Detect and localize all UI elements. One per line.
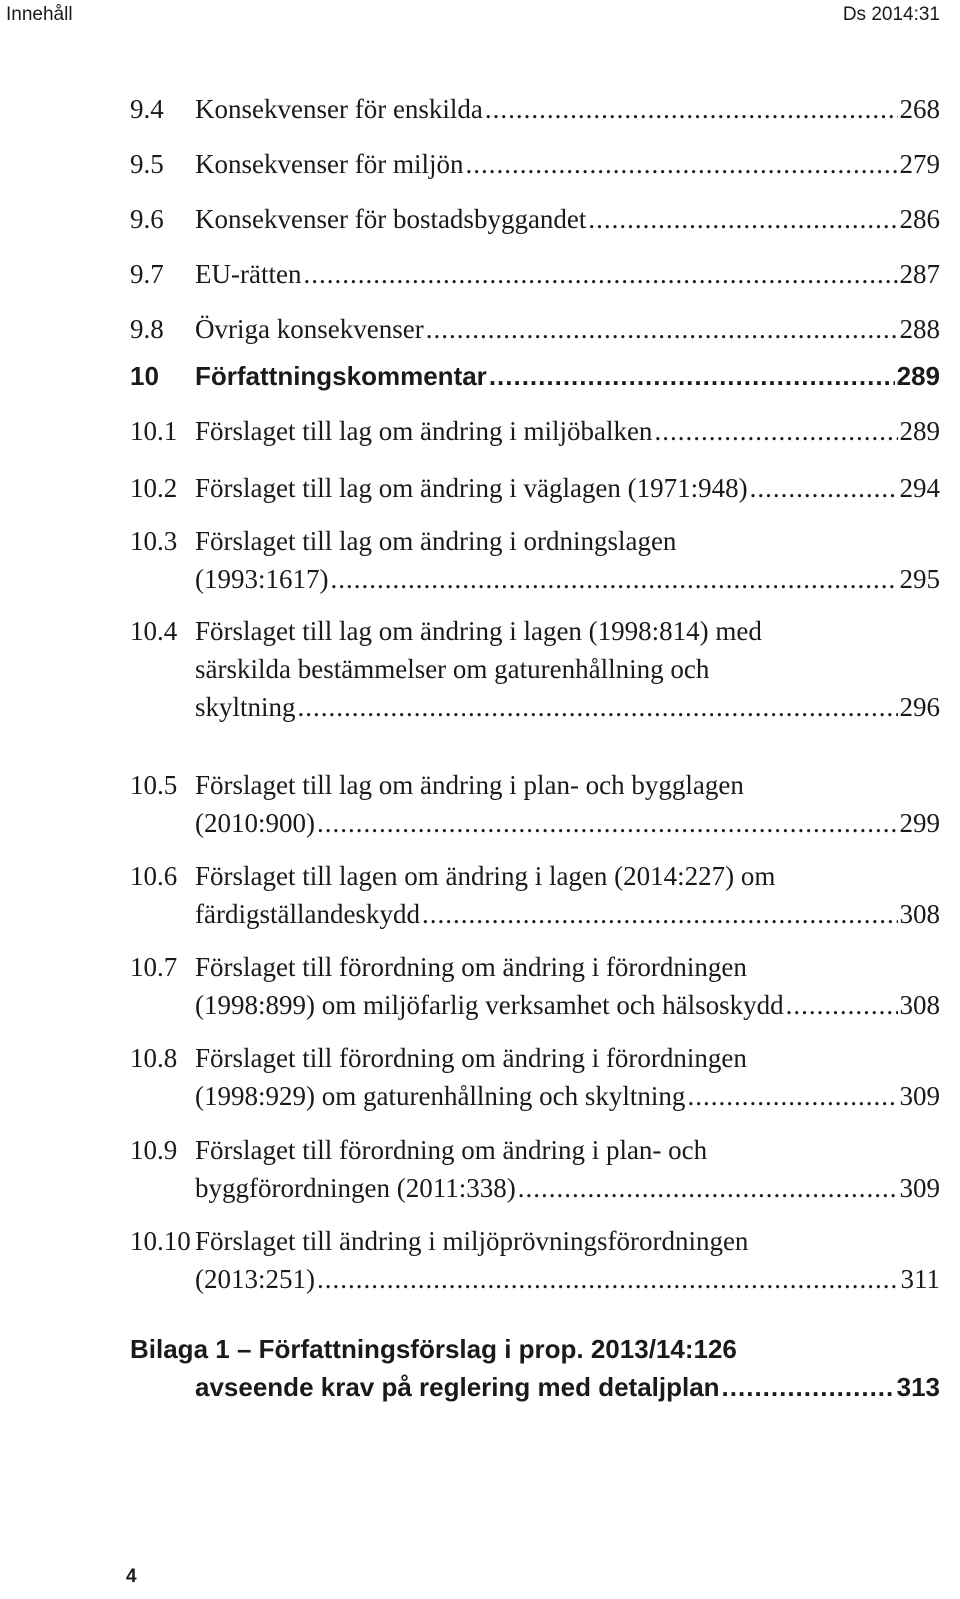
- toc-entry-number: Bilaga 1: [130, 1334, 230, 1364]
- page-number: 4: [126, 1566, 137, 1587]
- toc-entry-number: 10.1: [130, 416, 178, 446]
- toc-entry-title: EU-rätten: [195, 259, 302, 289]
- toc-entry-page: 287: [899, 259, 940, 289]
- toc-entry-number: 10.8: [130, 1043, 178, 1073]
- dot-leader: [422, 895, 898, 933]
- toc-entry-page: 308: [899, 899, 940, 929]
- dot-leader: [722, 1368, 895, 1406]
- dot-leader: [317, 804, 898, 842]
- toc-entry-number: 10.2: [130, 473, 178, 503]
- toc-entry-title: Förslaget till lag om ändring i väglagen (1971:948): [195, 473, 748, 503]
- toc-entry-page: 313: [896, 1372, 940, 1402]
- toc-entry-page: 279: [899, 149, 940, 179]
- dot-leader: [489, 357, 895, 395]
- dot-leader: [465, 145, 897, 183]
- toc-entry-title: färdigställandeskydd: [195, 899, 420, 929]
- toc-entry-title: byggförordningen (2011:338): [195, 1173, 516, 1203]
- toc-entry-page: 295: [899, 564, 940, 594]
- dot-leader: [750, 469, 898, 507]
- toc-entry-page: 299: [899, 808, 940, 838]
- toc-entry-title-line: Förslaget till förordning om ändring i förordningen: [195, 952, 747, 982]
- toc-entry-title: Övriga konsekvenser: [195, 314, 424, 344]
- toc-entry-title: (2013:251): [195, 1264, 315, 1294]
- toc-entry-number: 10.10: [130, 1226, 191, 1256]
- toc-entry-title: Förslaget till lag om ändring i miljöbalken: [195, 416, 653, 446]
- toc-entry-page: 309: [899, 1081, 940, 1111]
- toc-entry-number: 9.7: [130, 259, 164, 289]
- toc-entry-title: Konsekvenser för bostadsbyggandet: [195, 204, 587, 234]
- dot-leader: [518, 1169, 898, 1207]
- toc-entry-page: 308: [899, 990, 940, 1020]
- header-section-title: Innehåll: [6, 4, 73, 25]
- toc-entry-title-rest: – Författningsförslag i prop. 2013/14:126: [236, 1334, 737, 1364]
- toc-entry-page: 309: [899, 1173, 940, 1203]
- toc-entry-title-line: Förslaget till ändring i miljöprövningsförordningen: [195, 1226, 749, 1256]
- header-document-id: Ds 2014:31: [842, 4, 940, 25]
- toc-entry-title-line: Förslaget till lag om ändring i plan- och bygglagen: [195, 770, 744, 800]
- toc-entry-title: (1998:899) om miljöfarlig verksamhet och hälsoskydd: [195, 990, 784, 1020]
- toc-entry-title: (1998:929) om gaturenhållning och skyltning: [195, 1081, 686, 1111]
- toc-entry-number: 10.3: [130, 526, 178, 556]
- toc-entry-title: Konsekvenser för miljön: [195, 149, 464, 179]
- running-header: [0, 0, 960, 36]
- toc-entry-number: 9.4: [130, 94, 164, 124]
- toc-entry-title: (2010:900): [195, 808, 315, 838]
- toc-entry-title-line: Förslaget till lag om ändring i lagen (1998:814) med: [195, 616, 762, 646]
- toc-entry-number: 9.6: [130, 204, 164, 234]
- toc-entry-title: skyltning: [195, 692, 296, 722]
- dot-leader: [485, 90, 898, 128]
- toc-entry-number: 10.5: [130, 770, 178, 800]
- toc-entry-page: 311: [900, 1264, 940, 1294]
- dot-leader: [317, 1260, 899, 1298]
- toc-entry-title-line: Förslaget till förordning om ändring i förordningen: [195, 1043, 747, 1073]
- toc-entry-number: 9.8: [130, 314, 164, 344]
- toc-entry-number: 10.4: [130, 616, 178, 646]
- toc-entry-page: 294: [899, 473, 940, 503]
- dot-leader: [426, 310, 898, 348]
- dot-leader: [588, 200, 897, 238]
- toc-entry-number: 10: [130, 361, 159, 391]
- toc-entry-title-line: [130, 1330, 940, 1368]
- toc-entry-title-line: Förslaget till lag om ändring i ordningslagen: [195, 526, 677, 556]
- dot-leader: [687, 1077, 897, 1115]
- toc-entry-title: (1993:1617): [195, 564, 329, 594]
- dot-leader: [786, 986, 898, 1024]
- toc-entry-page: 289: [899, 416, 940, 446]
- dot-leader: [298, 688, 898, 726]
- toc-entry-title: avseende krav på reglering med detaljplan: [195, 1372, 720, 1402]
- toc-entry-number: 10.6: [130, 861, 178, 891]
- toc-entry-title: Författningskommentar: [195, 361, 487, 391]
- toc-entry-title-line: Förslaget till lagen om ändring i lagen (2014:227) om: [195, 861, 776, 891]
- toc-entry-page: 268: [899, 94, 940, 124]
- dot-leader: [654, 412, 897, 450]
- toc-entry-number: 9.5: [130, 149, 164, 179]
- dot-leader: [303, 255, 897, 293]
- toc-entry-page: 289: [896, 361, 940, 391]
- toc-entry-page: 288: [899, 314, 940, 344]
- dot-leader: [330, 560, 897, 598]
- toc-entry-page: 286: [899, 204, 940, 234]
- toc-entry-number: 10.9: [130, 1135, 178, 1165]
- toc-entry-title-line: Förslaget till förordning om ändring i plan- och: [195, 1135, 708, 1165]
- toc-entry-page: 296: [899, 692, 940, 722]
- toc-entry-number: 10.7: [130, 952, 178, 982]
- toc-entry-title: Konsekvenser för enskilda: [195, 94, 483, 124]
- toc-entry-title-line: särskilda bestämmelser om gaturenhållning och: [195, 654, 710, 684]
